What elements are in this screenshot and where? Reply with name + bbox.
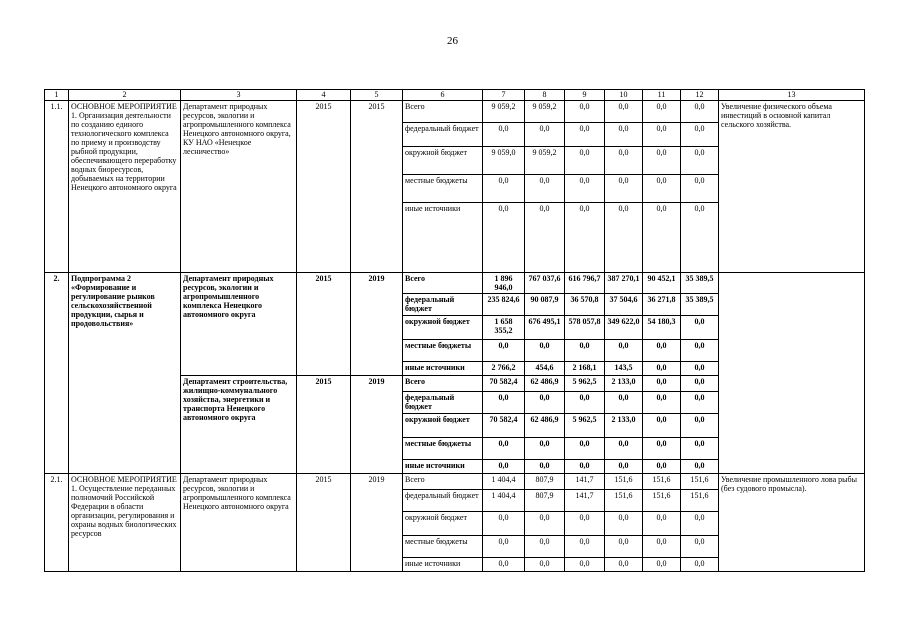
item-number-cell: 2.1. [45, 474, 69, 572]
amount-cell: 235 824,6 [483, 294, 525, 316]
funding-source-cell: окружной бюджет [403, 512, 483, 536]
funding-source-cell: иные источники [403, 362, 483, 376]
amount-cell: 0,0 [643, 123, 681, 147]
amount-cell: 0,0 [681, 376, 719, 392]
funding-source-cell: Всего [403, 101, 483, 123]
amount-cell: 0,0 [483, 512, 525, 536]
amount-cell: 0,0 [681, 438, 719, 460]
header-cell: 12 [681, 90, 719, 101]
header-cell: 13 [719, 90, 865, 101]
amount-cell: 0,0 [605, 460, 643, 474]
amount-cell: 0,0 [605, 558, 643, 572]
amount-cell: 0,0 [681, 460, 719, 474]
amount-cell: 0,0 [565, 175, 605, 203]
start-year-cell: 2015 [297, 101, 351, 273]
amount-cell: 0,0 [565, 340, 605, 362]
executor-cell: Департамент строительства, жилищно-коммунального хозяйства, энергетики и транспорта Ненецкого автономного округа [181, 376, 297, 474]
result-cell: Увеличение физического объема инвестиций в основной капитал сельского хозяйства. [719, 101, 865, 273]
amount-cell: 0,0 [681, 362, 719, 376]
header-cell: 8 [525, 90, 565, 101]
amount-cell: 807,9 [525, 490, 565, 512]
amount-cell: 0,0 [643, 175, 681, 203]
header-cell: 6 [403, 90, 483, 101]
amount-cell: 151,6 [605, 474, 643, 490]
amount-cell: 0,0 [483, 340, 525, 362]
amount-cell: 0,0 [565, 101, 605, 123]
amount-cell: 0,0 [565, 147, 605, 175]
funding-source-cell: Всего [403, 474, 483, 490]
measure-name-cell: Подпрограмма 2 «Формирование и регулирование рынков сельскохозяйственной продукции, сырья и продовольствия» [69, 273, 181, 474]
program-table [44, 89, 865, 572]
funding-source-cell: иные источники [403, 460, 483, 474]
start-year-cell: 2015 [297, 273, 351, 376]
amount-cell: 0,0 [483, 460, 525, 474]
amount-cell: 807,9 [525, 474, 565, 490]
amount-cell: 0,0 [643, 438, 681, 460]
funding-source-cell: федеральный бюджет [403, 392, 483, 414]
amount-cell: 0,0 [605, 203, 643, 273]
funding-source-cell: местные бюджеты [403, 438, 483, 460]
start-year-cell: 2015 [297, 474, 351, 572]
amount-cell: 90 087,9 [525, 294, 565, 316]
table-body [45, 101, 865, 572]
amount-cell: 0,0 [643, 203, 681, 273]
amount-cell: 387 270,1 [605, 273, 643, 294]
result-cell [719, 273, 865, 474]
amount-cell: 151,6 [643, 490, 681, 512]
amount-cell: 0,0 [483, 392, 525, 414]
amount-cell: 0,0 [643, 340, 681, 362]
amount-cell: 35 389,5 [681, 294, 719, 316]
amount-cell: 0,0 [681, 203, 719, 273]
funding-source-cell: Всего [403, 273, 483, 294]
amount-cell: 2 168,1 [565, 362, 605, 376]
amount-cell: 0,0 [525, 438, 565, 460]
header-row [45, 90, 865, 101]
funding-source-cell: окружной бюджет [403, 147, 483, 175]
end-year-cell: 2019 [351, 376, 403, 474]
amount-cell: 0,0 [605, 438, 643, 460]
amount-cell: 0,0 [605, 536, 643, 558]
amount-cell: 0,0 [565, 558, 605, 572]
funding-source-cell: федеральный бюджет [403, 490, 483, 512]
amount-cell: 0,0 [525, 340, 565, 362]
table-row [45, 101, 865, 123]
amount-cell: 0,0 [605, 175, 643, 203]
amount-cell: 0,0 [565, 392, 605, 414]
amount-cell: 35 389,5 [681, 273, 719, 294]
header-cell: 10 [605, 90, 643, 101]
amount-cell: 1 404,4 [483, 490, 525, 512]
amount-cell: 0,0 [525, 175, 565, 203]
amount-cell: 0,0 [565, 512, 605, 536]
amount-cell: 9 059,0 [483, 147, 525, 175]
amount-cell: 0,0 [643, 147, 681, 175]
amount-cell: 37 504,6 [605, 294, 643, 316]
funding-source-cell: местные бюджеты [403, 175, 483, 203]
amount-cell: 0,0 [605, 512, 643, 536]
amount-cell: 0,0 [525, 123, 565, 147]
item-number-cell: 1.1. [45, 101, 69, 273]
end-year-cell: 2019 [351, 474, 403, 572]
amount-cell: 0,0 [565, 438, 605, 460]
amount-cell: 5 962,5 [565, 414, 605, 438]
funding-source-cell: иные источники [403, 203, 483, 273]
amount-cell: 70 582,4 [483, 376, 525, 392]
amount-cell: 62 486,9 [525, 414, 565, 438]
amount-cell: 0,0 [483, 175, 525, 203]
header-cell: 1 [45, 90, 69, 101]
header-cell: 3 [181, 90, 297, 101]
amount-cell: 36 570,8 [565, 294, 605, 316]
amount-cell: 0,0 [643, 392, 681, 414]
amount-cell: 0,0 [605, 123, 643, 147]
amount-cell: 0,0 [643, 536, 681, 558]
executor-cell: Департамент природных ресурсов, экологии и агропромышленного комплекса Ненецкого автономного округа [181, 474, 297, 572]
amount-cell: 0,0 [681, 147, 719, 175]
item-number-cell: 2. [45, 273, 69, 474]
executor-cell: Департамент природных ресурсов, экологии и агропромышленного комплекса Ненецкого автономного округа [181, 273, 297, 376]
amount-cell: 0,0 [643, 362, 681, 376]
table-row [45, 474, 865, 490]
amount-cell: 0,0 [681, 414, 719, 438]
executor-cell: Департамент природных ресурсов, экологии и агропромышленного комплекса Ненецкого автономного округа, КУ НАО «Ненецкое лесничество» [181, 101, 297, 273]
end-year-cell: 2019 [351, 273, 403, 376]
amount-cell: 2 133,0 [605, 376, 643, 392]
amount-cell: 1 896 946,0 [483, 273, 525, 294]
amount-cell: 143,5 [605, 362, 643, 376]
amount-cell: 151,6 [681, 490, 719, 512]
header-cell: 2 [69, 90, 181, 101]
page-number: 26 [447, 35, 458, 47]
amount-cell: 0,0 [565, 460, 605, 474]
header-cell: 9 [565, 90, 605, 101]
amount-cell: 0,0 [483, 123, 525, 147]
amount-cell: 1 658 355,2 [483, 316, 525, 340]
header-cell: 11 [643, 90, 681, 101]
amount-cell: 2 133,0 [605, 414, 643, 438]
amount-cell: 2 766,2 [483, 362, 525, 376]
amount-cell: 70 582,4 [483, 414, 525, 438]
table-row [45, 273, 865, 294]
amount-cell: 0,0 [565, 536, 605, 558]
amount-cell: 151,6 [681, 474, 719, 490]
amount-cell: 0,0 [681, 536, 719, 558]
amount-cell: 0,0 [565, 123, 605, 147]
amount-cell: 0,0 [525, 536, 565, 558]
result-cell: Увеличение промышленного лова рыбы (без судового промысла). [719, 474, 865, 572]
amount-cell: 0,0 [681, 123, 719, 147]
funding-source-cell: местные бюджеты [403, 340, 483, 362]
amount-cell: 767 037,6 [525, 273, 565, 294]
amount-cell: 36 271,8 [643, 294, 681, 316]
amount-cell: 9 059,2 [525, 147, 565, 175]
amount-cell: 0,0 [643, 376, 681, 392]
amount-cell: 0,0 [483, 438, 525, 460]
amount-cell: 54 180,3 [643, 316, 681, 340]
measure-name-cell: ОСНОВНОЕ МЕРОПРИЯТИЕ 1. Организация деятельности по созданию единого технологического комплекса по приему и производству рыбной продукции, обеспечивающего переработку водных биоресурсов, добываемых на территории Ненецкого автономного округа [69, 101, 181, 273]
amount-cell: 0,0 [483, 558, 525, 572]
amount-cell: 349 622,0 [605, 316, 643, 340]
amount-cell: 141,7 [565, 474, 605, 490]
header-cell: 5 [351, 90, 403, 101]
funding-source-cell: федеральный бюджет [403, 123, 483, 147]
header-cell: 7 [483, 90, 525, 101]
amount-cell: 5 962,5 [565, 376, 605, 392]
amount-cell: 0,0 [605, 101, 643, 123]
amount-cell: 616 796,7 [565, 273, 605, 294]
amount-cell: 0,0 [643, 558, 681, 572]
start-year-cell: 2015 [297, 376, 351, 474]
funding-source-cell: Всего [403, 376, 483, 392]
amount-cell: 454,6 [525, 362, 565, 376]
amount-cell: 0,0 [525, 392, 565, 414]
amount-cell: 151,6 [643, 474, 681, 490]
amount-cell: 0,0 [643, 512, 681, 536]
header-cell: 4 [297, 90, 351, 101]
amount-cell: 90 452,1 [643, 273, 681, 294]
amount-cell: 0,0 [483, 536, 525, 558]
amount-cell: 0,0 [681, 101, 719, 123]
funding-source-cell: иные источники [403, 558, 483, 572]
funding-source-cell: окружной бюджет [403, 316, 483, 340]
amount-cell: 0,0 [565, 203, 605, 273]
amount-cell: 62 486,9 [525, 376, 565, 392]
amount-cell: 0,0 [681, 316, 719, 340]
funding-source-cell: местные бюджеты [403, 536, 483, 558]
amount-cell: 0,0 [643, 460, 681, 474]
amount-cell: 0,0 [681, 392, 719, 414]
amount-cell: 578 057,8 [565, 316, 605, 340]
amount-cell: 0,0 [605, 147, 643, 175]
amount-cell: 0,0 [605, 340, 643, 362]
amount-cell: 1 404,4 [483, 474, 525, 490]
amount-cell: 0,0 [525, 460, 565, 474]
amount-cell: 0,0 [483, 203, 525, 273]
amount-cell: 0,0 [525, 203, 565, 273]
amount-cell: 9 059,2 [483, 101, 525, 123]
amount-cell: 9 059,2 [525, 101, 565, 123]
amount-cell: 0,0 [525, 558, 565, 572]
amount-cell: 141,7 [565, 490, 605, 512]
amount-cell: 0,0 [681, 558, 719, 572]
amount-cell: 676 495,1 [525, 316, 565, 340]
amount-cell: 0,0 [681, 340, 719, 362]
amount-cell: 0,0 [681, 175, 719, 203]
funding-source-cell: федеральный бюджет [403, 294, 483, 316]
measure-name-cell: ОСНОВНОЕ МЕРОПРИЯТИЕ 1. Осуществление переданных полномочий Российской Федерации в области организации, регулирования и охраны водных биологических ресурсов [69, 474, 181, 572]
amount-cell: 0,0 [605, 392, 643, 414]
amount-cell: 0,0 [643, 101, 681, 123]
amount-cell: 151,6 [605, 490, 643, 512]
funding-source-cell: окружной бюджет [403, 414, 483, 438]
amount-cell: 0,0 [681, 512, 719, 536]
amount-cell: 0,0 [525, 512, 565, 536]
end-year-cell: 2015 [351, 101, 403, 273]
amount-cell: 0,0 [643, 414, 681, 438]
